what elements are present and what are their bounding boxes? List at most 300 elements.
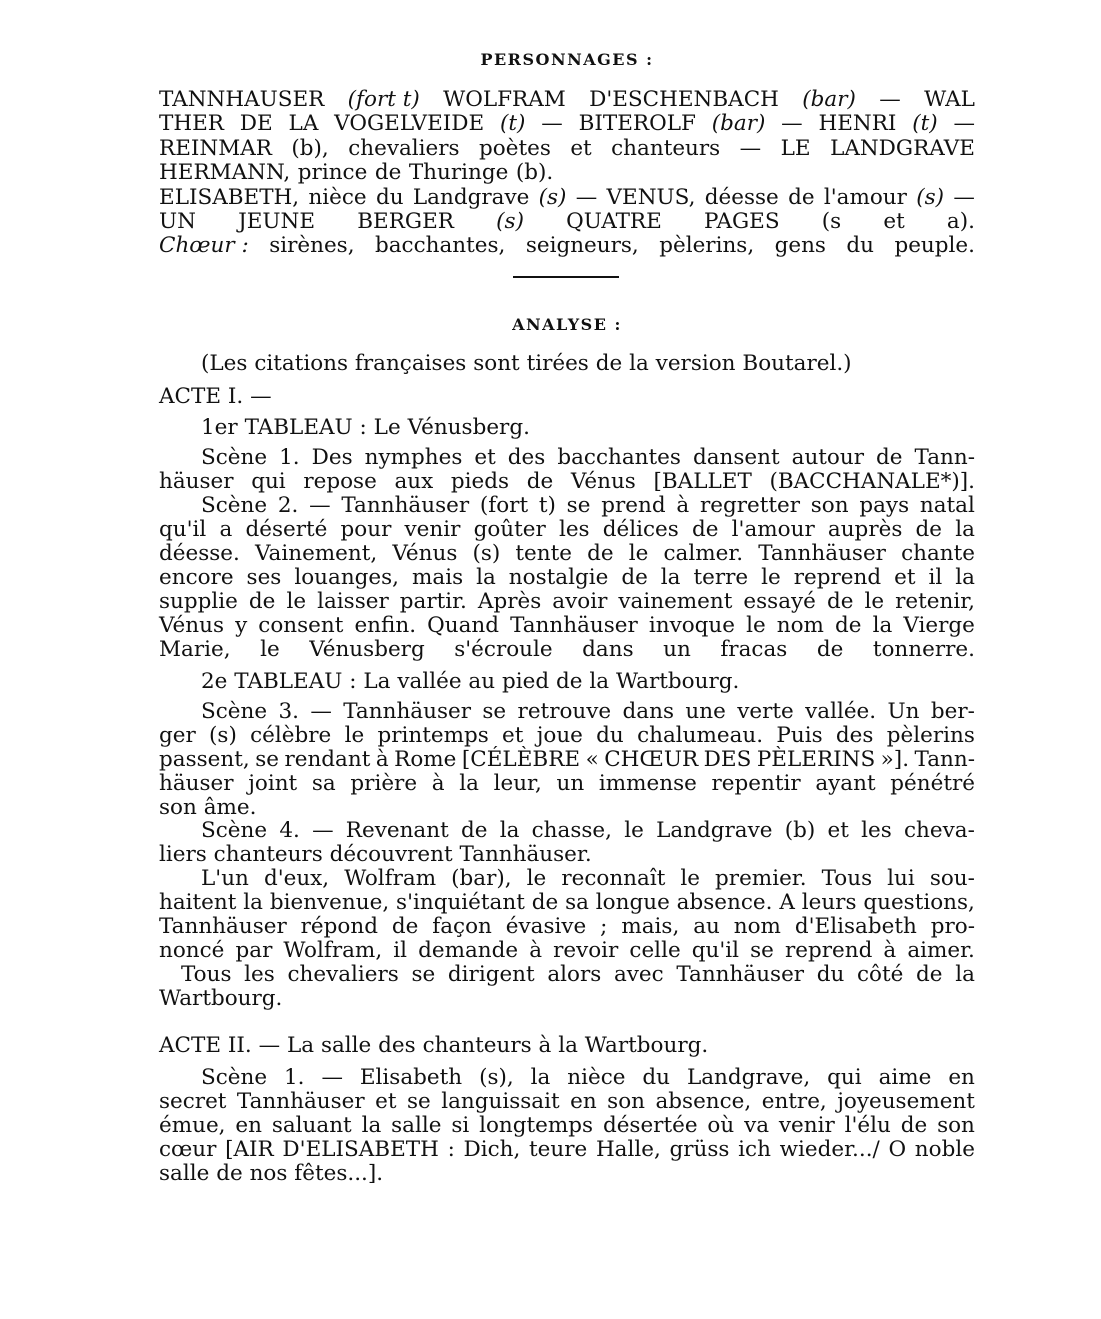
- analyse-word: goûter: [473, 517, 546, 542]
- analyse-word: salle: [391, 1113, 442, 1138]
- analyse-line: [201, 416, 975, 440]
- analyse-word: se: [406, 1089, 431, 1114]
- analyse-word: Tannhäuser: [236, 1089, 365, 1114]
- analyse-word: Wolfram,: [283, 938, 383, 963]
- analyse-word: à: [431, 771, 445, 796]
- analyse-line: [181, 963, 975, 987]
- analyse-word: —: [310, 699, 332, 724]
- analyse-word: aime: [878, 1065, 932, 1090]
- analyse-line: [159, 590, 975, 614]
- analyse-word: chanteurs: [422, 1033, 532, 1058]
- analyse-word: Wolfram: [344, 866, 437, 891]
- analyse-word: Après: [477, 589, 542, 614]
- analyse-word: Tannhäuser.: [459, 842, 592, 867]
- personnage-word: HERMANN,: [159, 160, 291, 186]
- analyse-word: désertée: [602, 1113, 698, 1138]
- analyse-word: terre: [693, 565, 749, 590]
- analyse-word: où: [707, 1113, 735, 1138]
- analyse-word: de: [216, 1161, 243, 1186]
- personnage-word: et: [570, 135, 592, 161]
- personnage-word: QUATRE: [566, 209, 662, 235]
- analyse-word: il: [928, 565, 943, 590]
- analyse-word: longtemps: [479, 1113, 594, 1138]
- analyse-word: grüss: [669, 1137, 730, 1162]
- analyse-word: prend: [601, 493, 666, 518]
- analyse-word: Scène: [201, 445, 268, 470]
- analyse-word: nymphes: [364, 445, 463, 470]
- analyse-word: questions,: [863, 890, 975, 915]
- analyse-word: d'eux,: [263, 866, 330, 891]
- analyse-word: partir.: [399, 589, 467, 614]
- analyse-word: chasse,: [531, 818, 612, 843]
- analyse-word: l'amour: [731, 517, 815, 542]
- analyse-word: se: [750, 938, 774, 963]
- analyse-word: Tannhäuser: [758, 541, 886, 566]
- analyse-word: Boutarel.): [742, 351, 852, 376]
- personnage-word: (s): [538, 184, 567, 210]
- personnage-word: ELISABETH,: [159, 184, 300, 210]
- analyse-word: tonnerre.: [872, 637, 975, 662]
- analyse-word: Tannhäuser: [343, 699, 471, 724]
- analyse-word: nièce: [567, 1065, 626, 1090]
- analyse-word: DES: [703, 747, 752, 772]
- analyse-word: calmer.: [663, 541, 744, 566]
- analyse-line: [159, 470, 975, 494]
- analyse-word: sou-: [929, 866, 975, 891]
- personnage-word: seigneurs,: [525, 233, 639, 259]
- personnage-word: (bar): [802, 87, 856, 112]
- analyse-word: repose: [303, 469, 377, 494]
- analyse-word: le: [746, 613, 766, 638]
- analyse-word: regretter: [699, 493, 800, 518]
- analyse-word: absence,: [655, 1089, 752, 1114]
- analyse-word: Tannhäuser: [159, 914, 287, 939]
- analyse-word: Le: [373, 415, 401, 440]
- analyse-word: un: [556, 771, 585, 796]
- analyse-word: chanteurs: [213, 842, 323, 867]
- personnage-word: pèlerins,: [659, 233, 755, 259]
- analyse-word: nostalgie: [508, 565, 609, 590]
- personnage-word: WAL: [924, 87, 975, 112]
- analyse-word: a: [219, 517, 233, 542]
- analyse-word: se: [482, 699, 507, 724]
- analyse-line: [159, 385, 975, 409]
- analyse-word: la: [476, 565, 496, 590]
- analyse-word: repentir: [711, 771, 801, 796]
- analyse-word: cœur: [159, 1137, 217, 1162]
- analyse-word: de: [531, 890, 559, 915]
- analyse-line: [159, 939, 975, 963]
- personnage-word: DE: [239, 111, 273, 137]
- analyse-line: [159, 518, 975, 542]
- analyse-word: qui: [251, 469, 286, 494]
- analyse-word: sa: [311, 771, 336, 796]
- personnage-word: JEUNE: [238, 209, 316, 235]
- analyse-word: répond: [300, 914, 378, 939]
- analyse-word: 2.: [277, 493, 299, 518]
- analyse-word: côté: [857, 962, 904, 987]
- analyse-word: leur,: [493, 771, 542, 796]
- analyse-word: la: [629, 351, 649, 376]
- analyse-word: encore: [159, 565, 234, 590]
- analyse-line: [159, 843, 975, 867]
- section-divider: [513, 276, 619, 278]
- analyse-word: languissait: [441, 1089, 560, 1114]
- analyse-word: —: [309, 493, 331, 518]
- analyse-word: »].: [880, 747, 910, 772]
- analyse-word: mais: [412, 565, 464, 590]
- analyse-word: supplie: [159, 589, 238, 614]
- analyse-word: enfin.: [354, 613, 417, 638]
- analyse-word: mais,: [621, 914, 680, 939]
- analyse-word: Tannhäuser: [510, 613, 638, 638]
- analyse-word: de: [916, 962, 943, 987]
- analyse-word: Quand: [427, 613, 499, 638]
- analyse-word: Vénusberg: [309, 637, 425, 662]
- analyse-word: Un: [887, 699, 920, 724]
- analyse-word: A: [779, 890, 795, 915]
- personnage-word: LANDGRAVE: [830, 135, 975, 161]
- personnage-word: Thuringe: [408, 160, 509, 186]
- analyse-word: Elisabeth: [359, 1065, 463, 1090]
- analyse-word: [AIR: [225, 1137, 274, 1162]
- personnage-word: et: [883, 209, 905, 235]
- analyse-word: 2e: [201, 669, 228, 694]
- analyse-word: Tannhäuser: [341, 493, 470, 518]
- analyse-word: Des: [311, 445, 353, 470]
- analyse-word: la: [589, 669, 610, 694]
- analyse-word: :: [359, 415, 367, 440]
- analyse-word: de: [587, 541, 614, 566]
- personnage-word: (t): [500, 111, 526, 137]
- analyse-line: [159, 1034, 975, 1058]
- analyse-word: (s): [472, 541, 501, 566]
- analyse-word: de: [248, 589, 276, 614]
- analyse-word: à: [676, 493, 690, 518]
- analyse-word: laisser: [317, 589, 389, 614]
- analyse-word: la: [955, 517, 975, 542]
- analyse-word: le: [628, 541, 649, 566]
- analyse-word: tente: [515, 541, 572, 566]
- analyse-word: si: [451, 1113, 470, 1138]
- analyse-word: des: [835, 723, 874, 748]
- analyse-word: cheva-: [904, 818, 975, 843]
- analyse-word: ger: [159, 723, 196, 748]
- analyse-word: [CÉLÈBRE: [461, 747, 581, 772]
- analyse-word: louanges,: [294, 565, 400, 590]
- analyse-word: prière: [350, 771, 418, 796]
- analyse-word: chalumeau.: [637, 723, 764, 748]
- analyse-word: dansent: [692, 445, 780, 470]
- analyse-word: secret: [159, 1089, 227, 1114]
- analyse-word: Vénus: [392, 541, 458, 566]
- personnage-word: (s): [916, 184, 945, 210]
- personnage-word: —: [781, 111, 803, 137]
- personnage-word: BERGER: [357, 209, 454, 235]
- analyse-word: rendant: [284, 747, 371, 772]
- analyse-word: la: [872, 613, 893, 638]
- personnage-word: du: [375, 184, 404, 210]
- analyse-line: [159, 724, 975, 748]
- analyse-word: 3.: [278, 699, 299, 724]
- personnage-word: nièce: [308, 184, 367, 210]
- analyse-line: [159, 1162, 975, 1186]
- analyse-word: le: [864, 589, 885, 614]
- analyse-word: reconnaît: [561, 866, 666, 891]
- personnage-word: THER: [159, 111, 224, 137]
- personnage-word: chevaliers: [348, 135, 460, 161]
- analyse-word: ACTE: [159, 1033, 222, 1058]
- analyse-word: vallée.: [805, 699, 877, 724]
- analyse-word: et: [502, 723, 524, 748]
- analyse-word: s'inquiétant: [396, 890, 525, 915]
- analyse-word: pied: [501, 669, 550, 694]
- analyse-word: TABLEAU: [234, 669, 343, 694]
- analyse-word: PÈLERINS: [756, 747, 876, 772]
- analyse-word: salle: [320, 1033, 372, 1058]
- personnage-word: sirènes,: [269, 233, 355, 259]
- analyse-word: Tann-: [914, 747, 975, 772]
- analyse-word: la: [955, 565, 975, 590]
- analyse-word: retenir,: [895, 589, 975, 614]
- analyse-word: pèlerins: [886, 723, 975, 748]
- analyse-line: [159, 542, 975, 566]
- analyse-word: celle: [629, 938, 681, 963]
- analyse-word: et: [474, 445, 496, 470]
- analyse-word: pieds: [450, 469, 510, 494]
- analyse-word: des: [507, 445, 546, 470]
- analyse-word: Puis: [776, 723, 823, 748]
- analyse-word: invoque: [648, 613, 736, 638]
- analyse-word: Landgrave,: [686, 1065, 811, 1090]
- analyse-word: auprès: [827, 517, 903, 542]
- analyse-word: le: [761, 565, 781, 590]
- analyse-word: à: [883, 938, 897, 963]
- personnage-word: (fort t): [347, 87, 420, 112]
- analyse-word: absence.: [676, 890, 773, 915]
- analyse-word: âme.: [203, 795, 257, 820]
- personnage-word: de: [788, 184, 815, 210]
- analyse-word: en: [570, 1089, 597, 1114]
- personnage-word: —: [739, 135, 762, 161]
- analyse-word: de: [391, 914, 419, 939]
- analyse-word: de: [900, 1113, 928, 1138]
- analyse-word: ACTE: [159, 384, 222, 409]
- analyse-word: Vierge: [903, 613, 975, 638]
- analyse-word: qu'il: [691, 938, 740, 963]
- analyse-word: dans: [582, 637, 634, 662]
- analyse-word: —: [321, 1065, 343, 1090]
- personnage-word: LA: [288, 111, 319, 137]
- analyse-word: venir: [778, 1113, 835, 1138]
- analyse-word: de: [816, 637, 844, 662]
- analyse-line: [201, 670, 975, 694]
- analyse-word: de: [555, 669, 583, 694]
- analyse-word: citations: [254, 351, 349, 376]
- analyse-line: [201, 446, 975, 470]
- analyse-word: essayé: [743, 589, 816, 614]
- analyse-word: de: [915, 517, 943, 542]
- analyse-word: la: [558, 1033, 578, 1058]
- analyse-word: vallée: [397, 669, 462, 694]
- personnage-line: [159, 88, 975, 112]
- analyse-word: avec: [613, 962, 664, 987]
- analyse-word: au: [693, 914, 720, 939]
- analyse-word: la: [243, 890, 263, 915]
- personnage-word: déesse: [704, 184, 779, 210]
- analyse-word: ber-: [930, 699, 975, 724]
- analyse-word: son: [937, 1113, 975, 1138]
- analyse-word: O: [888, 1137, 907, 1162]
- personnage-word: prince: [297, 160, 368, 186]
- analyse-word: Wartbourg.: [615, 669, 740, 694]
- analyse-word: l'élu: [844, 1113, 891, 1138]
- analyse-word: [BALLET: [653, 469, 752, 494]
- analyse-line: [159, 638, 975, 662]
- personnage-line: [159, 161, 975, 185]
- analyse-word: CHŒUR: [604, 747, 699, 772]
- personnage-word: chanteurs: [611, 135, 721, 161]
- analyse-line: [159, 987, 975, 1011]
- analyse-word: reprend: [793, 565, 882, 590]
- personnage-word: (bar): [711, 111, 766, 137]
- analyse-word: la: [459, 771, 479, 796]
- analyse-word: dans: [622, 699, 674, 724]
- analyse-word: noncé: [159, 938, 225, 963]
- analyse-word: son: [607, 1089, 645, 1114]
- analyse-word: (s): [209, 723, 237, 748]
- personnage-word: a).: [946, 209, 975, 235]
- personnage-word: gens: [774, 233, 826, 259]
- personnage-word: —: [879, 87, 901, 112]
- analyse-word: retrouve: [517, 699, 612, 724]
- analyse-line: [159, 1138, 975, 1162]
- personnage-word: poètes: [479, 135, 551, 161]
- personnage-word: LE: [780, 135, 811, 161]
- analyse-word: I.: [227, 384, 244, 409]
- personnage-line: [159, 137, 975, 161]
- analyse-word: pénétré: [890, 771, 975, 796]
- analyse-word: häuser: [159, 469, 234, 494]
- personnage-word: du: [846, 233, 875, 259]
- personnage-word: (t): [912, 111, 938, 137]
- analyse-word: wieder.../: [779, 1137, 880, 1162]
- personnage-word: TANNHAUSER: [159, 87, 325, 112]
- analyse-word: —: [250, 384, 272, 409]
- analyse-word: les: [558, 517, 590, 542]
- personnage-word: (s: [821, 209, 842, 235]
- analyse-word: évasive: [505, 914, 587, 939]
- analyse-line: [201, 494, 975, 518]
- analyse-word: Wartbourg.: [159, 986, 283, 1011]
- analyse-word: pro-: [930, 914, 975, 939]
- analyse-word: va: [744, 1113, 770, 1138]
- analyse-word: s'écroule: [454, 637, 553, 662]
- analyse-word: 1er: [201, 415, 238, 440]
- analyse-word: aux: [394, 469, 434, 494]
- analyse-line: [201, 867, 975, 891]
- personnage-word: peuple.: [894, 233, 975, 259]
- analyse-word: haitent: [159, 890, 237, 915]
- analyse-word: häuser: [159, 771, 234, 796]
- analyse-word: le: [260, 637, 280, 662]
- personnages-heading: PERSONNAGES :: [480, 50, 654, 69]
- analyse-line: [159, 614, 975, 638]
- analyse-word: Revenant: [345, 818, 449, 843]
- analyse-word: tirées: [526, 351, 589, 376]
- analyse-line: [159, 1090, 975, 1114]
- personnage-line: [159, 234, 975, 258]
- analyse-word: premier.: [715, 866, 807, 891]
- personnage-word: bacchantes,: [374, 233, 506, 259]
- analyse-word: immense: [598, 771, 697, 796]
- analyse-word: façon: [432, 914, 492, 939]
- analyse-word: les: [861, 818, 892, 843]
- analyse-word: le: [680, 866, 700, 891]
- analyse-word: saluant: [271, 1113, 352, 1138]
- analyse-word: de: [876, 445, 903, 470]
- analyse-word: ses: [246, 565, 282, 590]
- analyse-word: consent: [258, 613, 344, 638]
- analyse-word: joue: [536, 723, 583, 748]
- analyse-word: ich: [738, 1137, 771, 1162]
- analyse-word: Dich,: [463, 1137, 521, 1162]
- analyse-word: Tann-: [914, 445, 975, 470]
- analyse-word: verte: [737, 699, 794, 724]
- analyse-word: La: [286, 1033, 315, 1058]
- analyse-word: 4.: [279, 818, 300, 843]
- analyse-word: (fort: [479, 493, 529, 518]
- analyse-word: la: [955, 962, 975, 987]
- personnage-word: HENRI: [818, 111, 897, 137]
- analyse-line: [201, 352, 975, 376]
- personnage-word: D'ESCHENBACH: [589, 87, 779, 112]
- analyse-word: la: [499, 818, 520, 843]
- analyse-word: à: [529, 938, 543, 963]
- analyse-word: Tous: [181, 962, 232, 987]
- analyse-word: Vainement,: [254, 541, 378, 566]
- analyse-word: son: [159, 795, 197, 820]
- analyse-word: se: [411, 962, 436, 987]
- analyse-word: de: [526, 469, 554, 494]
- analyse-word: son: [810, 493, 849, 518]
- analyse-word: se: [566, 493, 591, 518]
- analyse-word: noble: [914, 1137, 975, 1162]
- personnage-line: [159, 112, 975, 136]
- analyse-heading: ANALYSE :: [512, 315, 622, 334]
- analyse-word: Tannhäuser: [676, 962, 805, 987]
- personnage-word: —: [953, 111, 975, 137]
- analyse-word: nos: [249, 1161, 288, 1186]
- analyse-word: la: [361, 1113, 382, 1138]
- analyse-word: françaises: [354, 351, 467, 376]
- analyse-word: —: [312, 818, 334, 843]
- analyse-word: vainement: [618, 589, 733, 614]
- analyse-word: —: [258, 1033, 281, 1058]
- analyse-word: en: [948, 1065, 975, 1090]
- analyse-word: délices: [602, 517, 679, 542]
- analyse-word: Halle,: [595, 1137, 661, 1162]
- analyse-word: du: [596, 723, 624, 748]
- analyse-word: 1.: [279, 445, 300, 470]
- analyse-word: du: [642, 1065, 671, 1090]
- analyse-word: L'un: [201, 866, 249, 891]
- analyse-word: un: [663, 637, 691, 662]
- analyse-word: Rome: [394, 747, 457, 772]
- personnages-list: [159, 88, 975, 259]
- analyse-word: ayant: [815, 771, 876, 796]
- analyse-word: la: [660, 565, 681, 590]
